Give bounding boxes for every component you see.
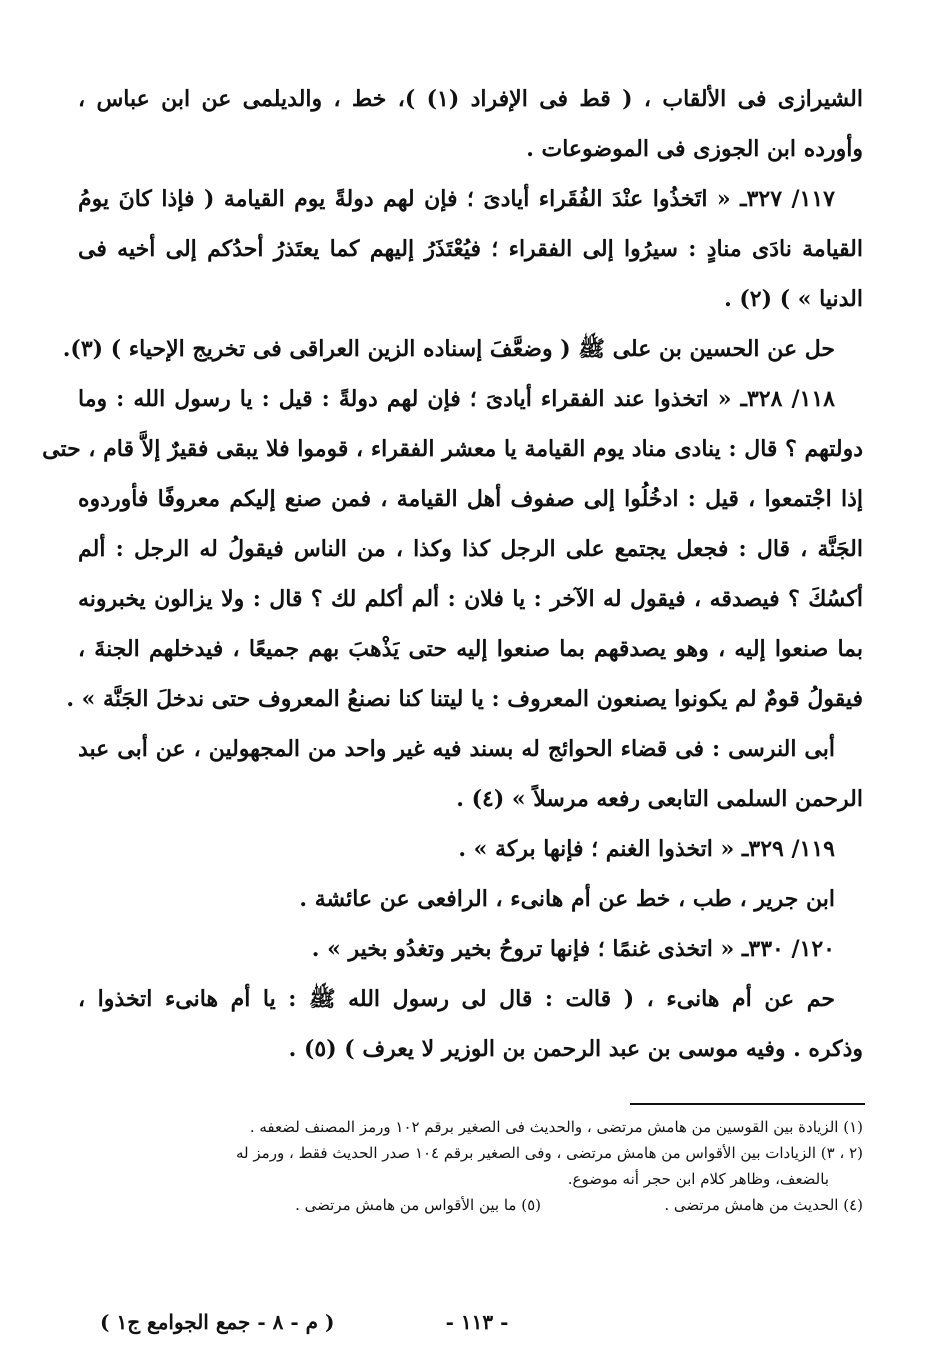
- text-line: وأورده ابن الجوزى فى الموضوعات .: [526, 136, 863, 162]
- footnote: (٥) ما بين الأقواس من هامش مرتضى .: [295, 1196, 541, 1214]
- hadith-119-line: ١١٩/ ٣٢٩ـ « اتخذوا الغنم ؛ فإنها بركة » .: [458, 836, 835, 862]
- footnote: (٢ ، ٣) الزيادات بين الأقواس من هامش مرتضى ، وفى الصغير برقم ١٠٤ صدر الحديث فقط ، ورمز له: [236, 1144, 863, 1162]
- hadith-120-line: ١٢٠/ ٣٣٠ـ « اتخذى غنمًا ؛ فإنها تروحُ بخير وتغدُو بخير » .: [311, 936, 835, 962]
- text-line: الشيرازى فى الألقاب ، ( قط فى الإفراد (١) )، خط ، والديلمى عن ابن عباس ،: [78, 86, 863, 112]
- text-line: حل عن الحسين بن على ﷺ ( وضعَّفَ إسناده الزين العراقى فى تخريج الإحياء ) (٣).: [62, 336, 835, 362]
- hadith-117-line: ١١٧/ ٣٢٧ـ « اتَخذُوا عنْدَ الفُقَراء أيادىَ ؛ فإن لهم دولةً يوم القيامة ( فإذا كانَ يومُ: [78, 186, 835, 212]
- page-footer: [0, 1310, 945, 1344]
- page-number: - ١١٣ -: [445, 1310, 509, 1334]
- hadith-118-line: ١١٨/ ٣٢٨ـ « اتخذوا عند الفقراء أيادىَ ؛ فإن لهم دولةً : قيل : يا رسول الله : وما: [78, 386, 835, 412]
- text-line: ابن جرير ، طب ، خط عن أم هانىء ، الرافعى عن عائشة .: [299, 886, 835, 912]
- text-line: أكسُكَ ؟ فيصدقه ، فيقول له الآخر : يا فلان : ألم أكلم لك ؟ قال : ولا يزالون يخبرونه: [78, 586, 863, 612]
- footnote: (١) الزيادة بين القوسين من هامش مرتضى ، والحديث فى الصغير برقم ١٠٢ ورمز المصنف لضعفه .: [249, 1118, 863, 1136]
- text-line: الدنيا » ) (٢) .: [724, 286, 863, 312]
- footnote-continuation: بالضعف، وظاهر كلام ابن حجر أنه موضوع.: [567, 1170, 829, 1188]
- footnote-divider: [630, 1103, 865, 1105]
- text-line: أبى النرسى : فى قضاء الحوائج له بسند فيه غير واحد من المجهولين ، عن أبى عبد: [78, 736, 835, 762]
- footnotes: [78, 1114, 863, 1218]
- main-text: [42, 74, 863, 1074]
- text-line: الجَنَّة ، قال : فجعل يجتمع على الرجل كذا وكذا ، من الناس فيقولُ له الرجل : ألم: [78, 536, 863, 562]
- text-line: بما صنعوا إليه ، وهو يصدقهم بما صنعوا إليه حتى يَذْهبَ بهم جميعًا ، فيدخلهم الجنةَ ،: [78, 636, 863, 662]
- book-reference: ( م - ٨ - جمع الجوامع ج١ ): [100, 1310, 335, 1334]
- text-line: الرحمن السلمى التابعى رفعه مرسلاً » (٤) .: [456, 786, 863, 812]
- text-line: وذكره . وفيه موسى بن عبد الرحمن بن الوزير لا يعرف ) (٥) .: [288, 1036, 863, 1062]
- footnote: (٤) الحديث من هامش مرتضى .: [664, 1196, 863, 1214]
- text-line: دولتهم ؟ قال : ينادى مناد يوم القيامة يا معشر الفقراء ، قوموا فلا يبقى فقيرٌ إلاَّ قام ، حتى: [42, 436, 863, 462]
- text-line: فيقولُ قومٌ لم يكونوا يصنعون المعروف : يا ليتنا كنا نصنعُ المعروف حتى ندخلَ الجَنَّة » .: [66, 686, 863, 712]
- text-line: حم عن أم هانىء ، ( قالت : قال لى رسول الله ﷺ : يا أم هانىء اتخذوا ،: [78, 986, 835, 1012]
- text-line: القيامة نادَى منادٍ : سيرُوا إلى الفقراء ؛ فيُعْتَذَرُ إليهم كما يعتَذرُ أحدُكم إلى أخيه فى: [78, 236, 863, 262]
- footnote-row: [78, 1192, 863, 1218]
- text-line: إذا اجْتمعوا ، قيل : ادخُلُوا إلى صفوف أهل القيامة ، فمن صنع إليكم معروفًا فأوردوه: [78, 486, 863, 512]
